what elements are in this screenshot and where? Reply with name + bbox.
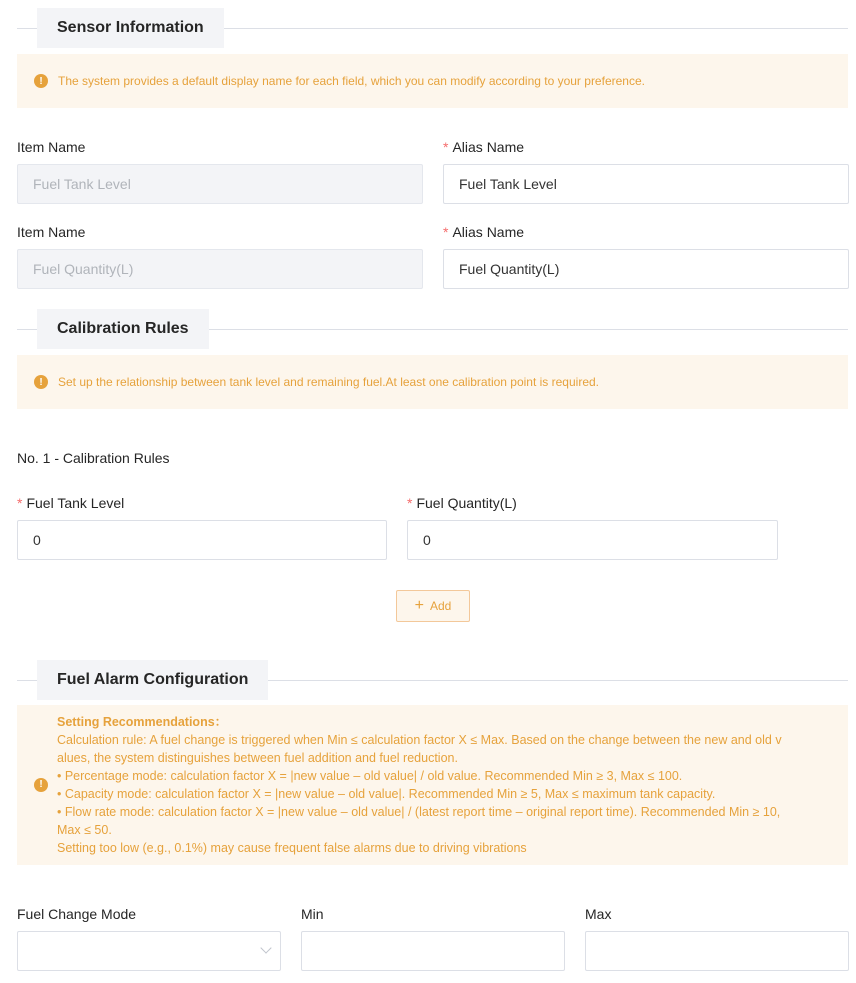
recommendation-line: Calculation rule: A fuel change is triggered when Min ≤ calculation factor X ≤ Max. Based on the change between the new and old v [57,733,782,747]
add-label: Add [429,599,452,613]
tank-level-label: * Fuel Tank Level [17,495,125,511]
item-name-field: Fuel Tank Level [17,164,423,204]
tank-level-input[interactable] [17,520,387,560]
fuel-quantity-label: * Fuel Quantity(L) [407,495,517,511]
item-name-label: Item Name [17,224,86,240]
exclamation-circle-icon: ! [34,74,48,88]
max-label: Max [585,906,612,922]
calibration-notice [17,355,848,409]
calibration-section-header [17,309,848,349]
recommendation-line: • Flow rate mode: calculation factor X = |new value – old value| / (latest report time – original report time). Recommended Min ≥ 10, [57,805,781,819]
exclamation-circle-icon: ! [34,375,48,389]
recommendations-title: Setting Recommendations： [57,715,228,729]
recommendation-line: • Capacity mode: calculation factor X = |new value – old value|. Recommended Min ≥ 5, Max ≤ maximum tank capacity. [57,787,716,801]
add-button[interactable] [396,590,470,622]
recommendation-line: • Percentage mode: calculation factor X = |new value – old value| / old value. Recommended Min ≥ 3, Max ≤ 100. [57,769,683,783]
alias-name-input[interactable] [443,249,849,289]
recommendation-line: Setting too low (e.g., 0.1%) may cause frequent false alarms due to driving vibrations [57,841,527,855]
section-title: Fuel Alarm Configuration [37,660,268,700]
recommendations-notice [17,705,848,865]
notice-text: Set up the relationship between tank level and remaining fuel.At least one calibration point is required. [58,375,600,389]
alias-name-label: * Alias Name [443,224,525,240]
min-label: Min [301,906,324,922]
plus-icon: + [414,597,424,614]
alias-name-input[interactable] [443,164,849,204]
item-name-field: Fuel Quantity(L) [17,249,423,289]
section-title: Calibration Rules [37,309,209,349]
section-title: Sensor Information [37,8,224,48]
sensor-section-header [17,8,848,48]
rule-title: No. 1 - Calibration Rules [17,450,170,466]
max-input[interactable] [585,931,849,971]
alarm-section-header [17,660,848,700]
fuel-quantity-input[interactable] [407,520,778,560]
sensor-notice [17,54,848,108]
recommendation-line: Max ≤ 50. [57,823,112,837]
alias-name-label: * Alias Name [443,139,525,155]
recommendation-line: alues, the system distinguishes between fuel addition and fuel reduction. [57,751,458,765]
notice-text: The system provides a default display name for each field, which you can modify according to your preference. [58,74,645,88]
min-input[interactable] [301,931,565,971]
chevron-down-icon [260,942,271,953]
fuel-change-mode-select[interactable] [17,931,281,971]
item-name-label: Item Name [17,139,86,155]
fuel-change-mode-label: Fuel Change Mode [17,906,137,922]
exclamation-circle-icon: ! [34,778,48,792]
